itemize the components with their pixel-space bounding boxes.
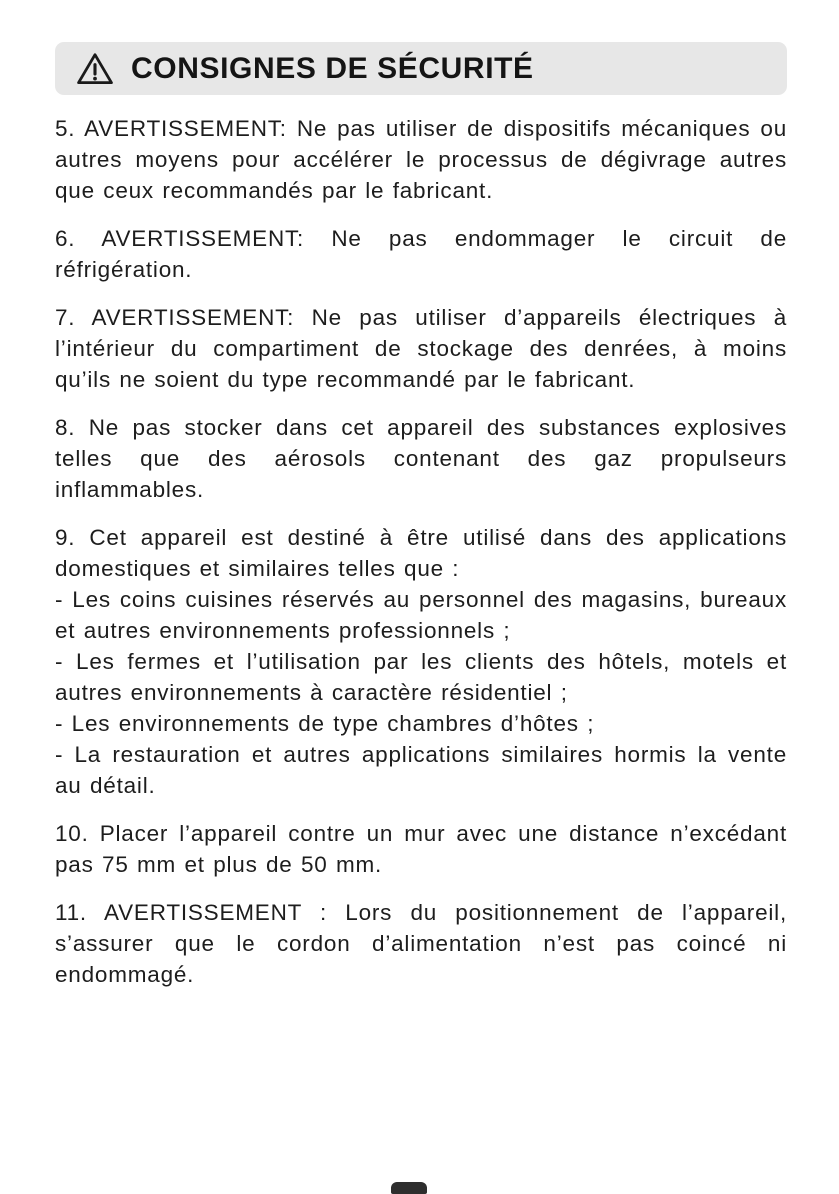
content-area [55, 113, 787, 990]
paragraph-9 [55, 522, 787, 801]
paragraph-6: 6. AVERTISSEMENT: Ne pas endommager le circuit de réfrigération. [55, 226, 787, 282]
page-bottom-mark [391, 1182, 427, 1194]
paragraph-9-intro: 9. Cet appareil est destiné à être utilisé dans des applications domestiques et similaires telles que : [55, 525, 787, 581]
paragraph-11: 11. AVERTISSEMENT : Lors du positionnement de l’appareil, s’assurer que le cordon d’alimentation n’est pas coincé ni endommagé. [55, 900, 787, 987]
paragraph-9-item-3: - Les environnements de type chambres d’hôtes ; [55, 711, 595, 736]
paragraph-7: 7. AVERTISSEMENT: Ne pas utiliser d’appareils électriques à l’intérieur du compartiment de stockage des denrées, à moins qu’ils ne soient du type recommandé par le fabricant. [55, 305, 787, 392]
paragraph-10: 10. Placer l’appareil contre un mur avec une distance n’excédant pas 75 mm et plus de 50 mm. [55, 821, 787, 877]
paragraph-9-item-1: - Les coins cuisines réservés au personnel des magasins, bureaux et autres environnements professionnels ; [55, 587, 787, 643]
paragraph-8: 8. Ne pas stocker dans cet appareil des substances explosives telles que des aérosols contenant des gaz propulseurs inflammables. [55, 415, 787, 502]
section-header [55, 42, 787, 95]
section-title: CONSIGNES DE SÉCURITÉ [131, 51, 534, 85]
warning-triangle-icon [75, 51, 115, 87]
paragraph-5: 5. AVERTISSEMENT: Ne pas utiliser de dispositifs mécaniques ou autres moyens pour accélérer le processus de dégivrage autres que ceux recommandés par le fabricant. [55, 116, 787, 203]
paragraph-9-item-4: - La restauration et autres applications similaires hormis la vente au détail. [55, 742, 787, 798]
paragraph-9-item-2: - Les fermes et l’utilisation par les clients des hôtels, motels et autres environnements à caractère résidentiel ; [55, 649, 787, 705]
